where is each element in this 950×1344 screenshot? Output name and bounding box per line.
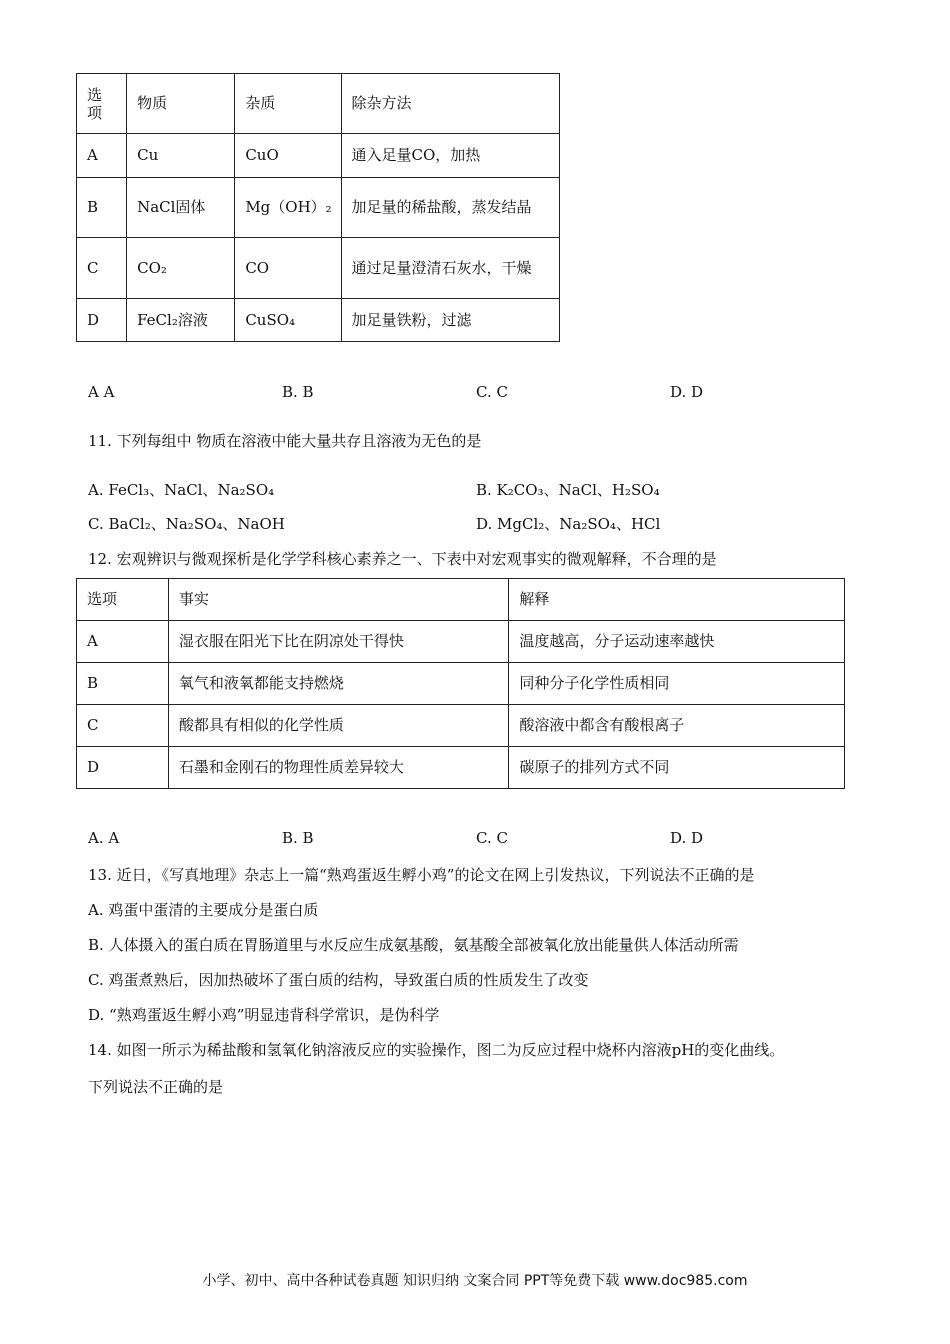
q12-option-b[interactable]: B. B xyxy=(282,829,314,847)
q13-option-c[interactable]: C. 鸡蛋煮熟后，因加热破坏了蛋白质的结构，导致蛋白质的性质发生了改变 xyxy=(88,971,589,989)
q10-option-b[interactable]: B. B xyxy=(282,383,314,401)
page-footer: 小学、初中、高中各种试卷真题 知识归纳 文案合同 PPT等免费下载 www.doc985.com xyxy=(202,1273,748,1289)
impurity-cell: Mg（OH）₂ xyxy=(235,178,341,238)
method-cell: 通过足量澄清石灰水，干燥 xyxy=(341,238,559,299)
table-row xyxy=(77,299,560,342)
explanation-cell: 碳原子的排列方式不同 xyxy=(509,747,845,789)
q10-option-a[interactable]: A A xyxy=(88,383,115,401)
explanation-cell: 温度越高，分子运动速率越快 xyxy=(509,621,845,663)
q11-stem: 11. 下列每组中 物质在溶液中能大量共存且溶液为无色的是 xyxy=(88,432,482,450)
q11-option-c[interactable]: C. BaCl₂、Na₂SO₄、NaOH xyxy=(88,515,285,533)
option-cell: A xyxy=(77,621,169,663)
q11-option-b[interactable]: B. K₂CO₃、NaCl、H₂SO₄ xyxy=(476,481,660,499)
q13-option-b[interactable]: B. 人体摄入的蛋白质在胃肠道里与水反应生成氨基酸，氨基酸全部被氧化放出能量供人体活动所需 xyxy=(88,936,739,954)
header-cell: 除杂方法 xyxy=(341,74,559,134)
substance-cell: FeCl₂溶液 xyxy=(127,299,235,342)
table-row xyxy=(77,705,845,747)
table-row xyxy=(77,621,845,663)
q12-option-a[interactable]: A. A xyxy=(88,829,120,847)
option-cell: D xyxy=(77,747,169,789)
option-cell: D xyxy=(77,299,127,342)
header-cell: 解释 xyxy=(509,579,845,621)
impurity-table xyxy=(76,73,560,342)
substance-cell: CO₂ xyxy=(127,238,235,299)
option-cell: B xyxy=(77,178,127,238)
table-row xyxy=(77,134,560,178)
explanation-cell: 同种分子化学性质相同 xyxy=(509,663,845,705)
q13-option-d[interactable]: D. “熟鸡蛋返生孵小鸡”明显违背科学常识，是伪科学 xyxy=(88,1006,440,1024)
method-cell: 通入足量CO，加热 xyxy=(341,134,559,178)
header-cell: 物质 xyxy=(127,74,235,134)
macro-micro-table xyxy=(76,578,845,789)
table-row xyxy=(77,238,560,299)
table-header-row xyxy=(77,579,845,621)
header-cell: 选项 xyxy=(77,74,127,134)
table-row xyxy=(77,663,845,705)
impurity-cell: CuO xyxy=(235,134,341,178)
header-cell: 选项 xyxy=(77,579,169,621)
q12-option-d[interactable]: D. D xyxy=(670,829,704,847)
fact-cell: 酸都具有相似的化学性质 xyxy=(168,705,509,747)
impurity-cell: CO xyxy=(235,238,341,299)
header-cell: 杂质 xyxy=(235,74,341,134)
fact-cell: 湿衣服在阳光下比在阴凉处干得快 xyxy=(168,621,509,663)
table-row xyxy=(77,747,845,789)
q13-stem: 13. 近日，《写真地理》杂志上一篇“熟鸡蛋返生孵小鸡”的论文在网上引发热议，下列说法不正确的是 xyxy=(88,866,755,884)
explanation-cell: 酸溶液中都含有酸根离子 xyxy=(509,705,845,747)
header-cell: 事实 xyxy=(168,579,509,621)
option-cell: C xyxy=(77,705,169,747)
substance-cell: NaCl固体 xyxy=(127,178,235,238)
fact-cell: 石墨和金刚石的物理性质差异较大 xyxy=(168,747,509,789)
method-cell: 加足量的稀盐酸，蒸发结晶 xyxy=(341,178,559,238)
q11-option-d[interactable]: D. MgCl₂、Na₂SO₄、HCl xyxy=(476,515,661,533)
table-row xyxy=(77,178,560,238)
method-cell: 加足量铁粉，过滤 xyxy=(341,299,559,342)
q11-option-a[interactable]: A. FeCl₃、NaCl、Na₂SO₄ xyxy=(88,481,275,499)
q12-option-c[interactable]: C. C xyxy=(476,829,508,847)
q12-stem: 12. 宏观辨识与微观探析是化学学科核心素养之一、下表中对宏观事实的微观解释，不合理的是 xyxy=(88,550,717,568)
fact-cell: 氧气和液氧都能支持燃烧 xyxy=(168,663,509,705)
option-cell: A xyxy=(77,134,127,178)
impurity-cell: CuSO₄ xyxy=(235,299,341,342)
q10-option-d[interactable]: D. D xyxy=(670,383,704,401)
q13-option-a[interactable]: A. 鸡蛋中蛋清的主要成分是蛋白质 xyxy=(88,901,319,919)
q10-option-c[interactable]: C. C xyxy=(476,383,508,401)
substance-cell: Cu xyxy=(127,134,235,178)
option-cell: C xyxy=(77,238,127,299)
q14-stem: 14. 如图一所示为稀盐酸和氢氧化钠溶液反应的实验操作，图二为反应过程中烧杯内溶液pH的变化曲线。 xyxy=(88,1041,785,1059)
table-header-row xyxy=(77,74,560,134)
q14-stem-continued: 下列说法不正确的是 xyxy=(88,1078,224,1096)
option-cell: B xyxy=(77,663,169,705)
